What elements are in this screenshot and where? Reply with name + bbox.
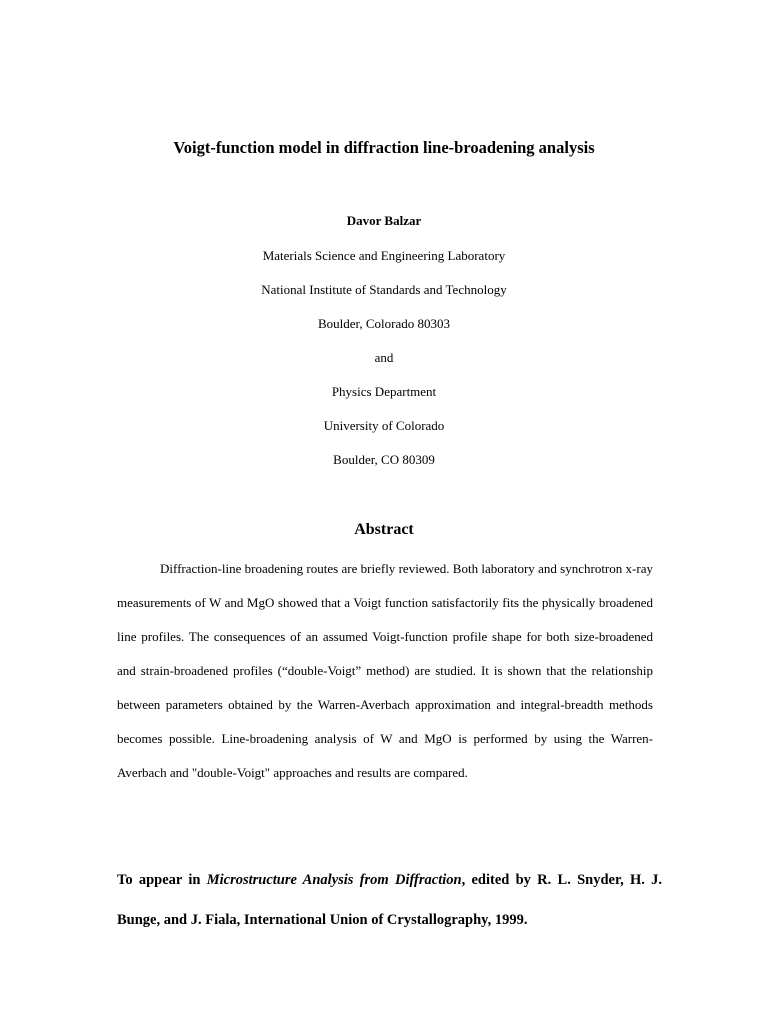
paper-title: Voigt-function model in diffraction line-broadening analysis <box>173 138 595 157</box>
affiliation-line: and <box>374 350 394 365</box>
affiliation-line: National Institute of Standards and Technology <box>261 282 507 297</box>
affiliation-line: Physics Department <box>331 384 437 399</box>
affiliation-line: University of Colorado <box>323 418 445 433</box>
author-name: Davor Balzar <box>346 213 422 228</box>
abstract-body: Diffraction-line broadening routes are briefly reviewed. Both laboratory and synchrotron x-ray measurements of W and MgO showed that a Voigt function satisfactorily fits the physically broadened line profiles. The consequences of an assumed Voigt-function profile shape for both size-broadened and strain-broadened profiles (“double-Voigt” method) are studied. It is shown that the relationship between parameters obtained by the Warren-Averbach approximation and integral-breadth methods becomes possible. Line-broadening analysis of W and MgO is performed by using the Warren-Averbach and "double-Voigt" approaches and results are compared. <box>117 561 653 780</box>
publication-note-prefix: To appear in <box>117 872 207 888</box>
abstract-heading: Abstract <box>354 521 414 538</box>
publication-note-suffix: , edited by R. L. Snyder, H. J. Bunge, and J. Fiala, International Union of Crystallography, 1999. <box>117 872 663 928</box>
publication-note <box>117 860 662 940</box>
affiliation-line: Boulder, CO 80309 <box>333 452 435 467</box>
affiliation-line: Boulder, Colorado 80303 <box>318 316 450 331</box>
affiliation-line: Materials Science and Engineering Laboratory <box>262 248 506 263</box>
publication-venue: Microstructure Analysis from Diffraction <box>206 872 462 888</box>
